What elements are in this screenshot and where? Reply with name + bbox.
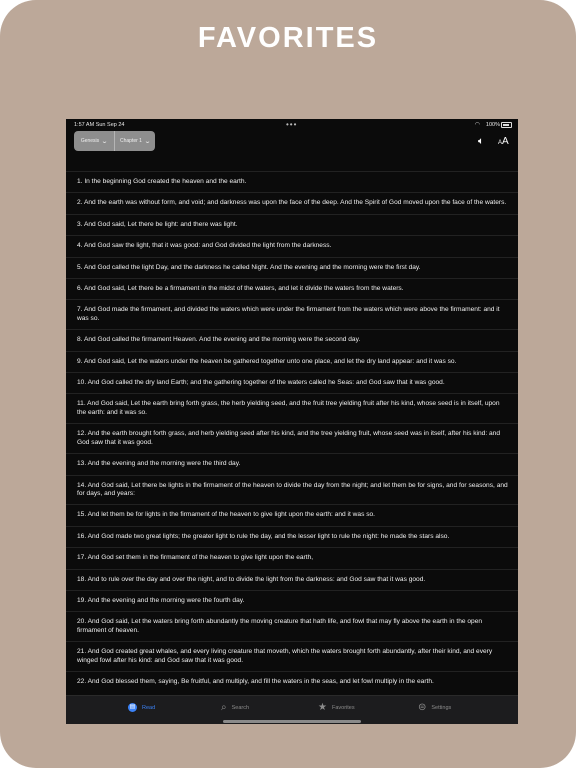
status-bar (66, 119, 518, 131)
star-icon: ★ (318, 702, 327, 713)
verse-row[interactable]: 3. And God said, Let there be light: and there was light. (66, 214, 518, 235)
verse-row[interactable]: 4. And God saw the light, that it was good: and God divided the light from the darkness. (66, 235, 518, 256)
device-screen (66, 119, 518, 724)
verse-row[interactable]: 10. And God called the dry land Earth; and the gathering together of the waters called he Seas: and God saw that it was good. (66, 372, 518, 393)
verse-row[interactable]: 8. And God called the firmament Heaven. And the evening and the morning were the second day. (66, 329, 518, 350)
settings-icon: ⊜ (418, 702, 427, 713)
verse-row[interactable]: 17. And God set them in the firmament of the heaven to give light upon the earth, (66, 547, 518, 568)
verse-row[interactable]: 1. In the beginning God created the heaven and the earth. (66, 171, 518, 192)
chapter-label: Chapter 1 (120, 138, 142, 144)
verse-row[interactable]: 11. And God said, Let the earth bring forth grass, the herb yielding seed, and the fruit tree yielding fruit after his kind, whose seed is in itself, upon the earth: and it was so. (66, 393, 518, 423)
tab-search-label: Search (231, 705, 250, 711)
tab-read-label: Read (142, 704, 156, 711)
tab-settings[interactable] (418, 703, 451, 713)
verse-row[interactable]: 9. And God said, Let the waters under the heaven be gathered together unto one place, and let the dry land appear: and it was so. (66, 351, 518, 372)
verse-row[interactable]: 18. And to rule over the day and over the night, and to divide the light from the darkness: and God saw that it was good. (66, 569, 518, 590)
verse-row[interactable]: 12. And the earth brought forth grass, and herb yielding seed after his kind, and the tree yielding fruit, whose seed was in itself, after his kind: and God saw that it was good. (66, 423, 518, 453)
verse-list[interactable] (66, 171, 518, 695)
tab-search[interactable] (221, 703, 249, 713)
verse-row[interactable]: 19. And the evening and the morning were the fourth day. (66, 590, 518, 611)
tab-favorites[interactable] (318, 703, 355, 713)
verse-row[interactable]: 2. And the earth was without form, and void; and darkness was upon the face of the deep. And the Spirit of God moved upon the face of the waters. (66, 192, 518, 213)
home-indicator (223, 720, 361, 723)
battery-icon (501, 122, 512, 128)
text-size-icon[interactable]: AA (498, 136, 509, 147)
verse-row[interactable]: 6. And God said, Let there be a firmament in the midst of the waters, and let it divide the waters from the waters. (66, 278, 518, 299)
book-label: Genesis (80, 138, 100, 144)
chapter-dropdown[interactable] (114, 131, 155, 151)
verse-row[interactable]: 16. And God made two great lights; the greater light to rule the day, and the lesser light to rule the night: he made the stars also. (66, 526, 518, 547)
chevron-down-icon: ⌄ (101, 138, 109, 145)
book-dropdown[interactable] (74, 131, 114, 151)
verse-row[interactable]: 15. And let them be for lights in the firmament of the heaven to give light upon the earth: and it was so. (66, 504, 518, 525)
chevron-down-icon: ⌄ (143, 138, 152, 145)
tab-favorites-label: Favorites (331, 705, 355, 711)
tab-bar (66, 695, 518, 724)
tab-read[interactable] (128, 703, 155, 712)
speaker-icon[interactable]: 🔈︎ (478, 136, 484, 147)
banner-title: FAVORITES (197, 22, 379, 54)
status-time: 1:57 AM Sun Sep 24 (74, 122, 125, 128)
verse-row[interactable]: 13. And the evening and the morning were the third day. (66, 453, 518, 474)
multitasking-dots-icon[interactable]: ••• (286, 120, 298, 129)
verse-row[interactable]: 14. And God said, Let there be lights in the firmament of the heaven to divide the day from the night; and let them be for signs, and for seasons, and for days, and years: (66, 475, 518, 505)
tab-settings-label: Settings (431, 705, 452, 711)
wifi-icon: ◠ (474, 122, 480, 128)
verse-row[interactable]: 5. And God called the light Day, and the darkness he called Night. And the evening and the morning were the first day. (66, 257, 518, 278)
search-icon: ⌕ (221, 702, 227, 713)
verse-row[interactable]: 7. And God made the firmament, and divided the waters which were under the firmament from the waters which were above the firmament: and it was so. (66, 299, 518, 329)
verse-row[interactable]: 21. And God created great whales, and every living creature that moveth, which the waters brought forth abundantly, after their kind, and every winged fowl after his kind: and God saw that it was good. (66, 641, 518, 671)
book-icon: ▤ (129, 704, 136, 710)
verse-row[interactable]: 22. And God blessed them, saying, Be fruitful, and multiply, and fill the waters in the seas, and let fowl multiply in the earth. (66, 671, 518, 692)
battery-percent: 100% (485, 122, 500, 128)
book-chapter-selector (74, 131, 155, 151)
verse-row[interactable]: 20. And God said, Let the waters bring forth abundantly the moving creature that hath life, and fowl that may fly above the earth in the open firmament of heaven. (66, 611, 518, 641)
